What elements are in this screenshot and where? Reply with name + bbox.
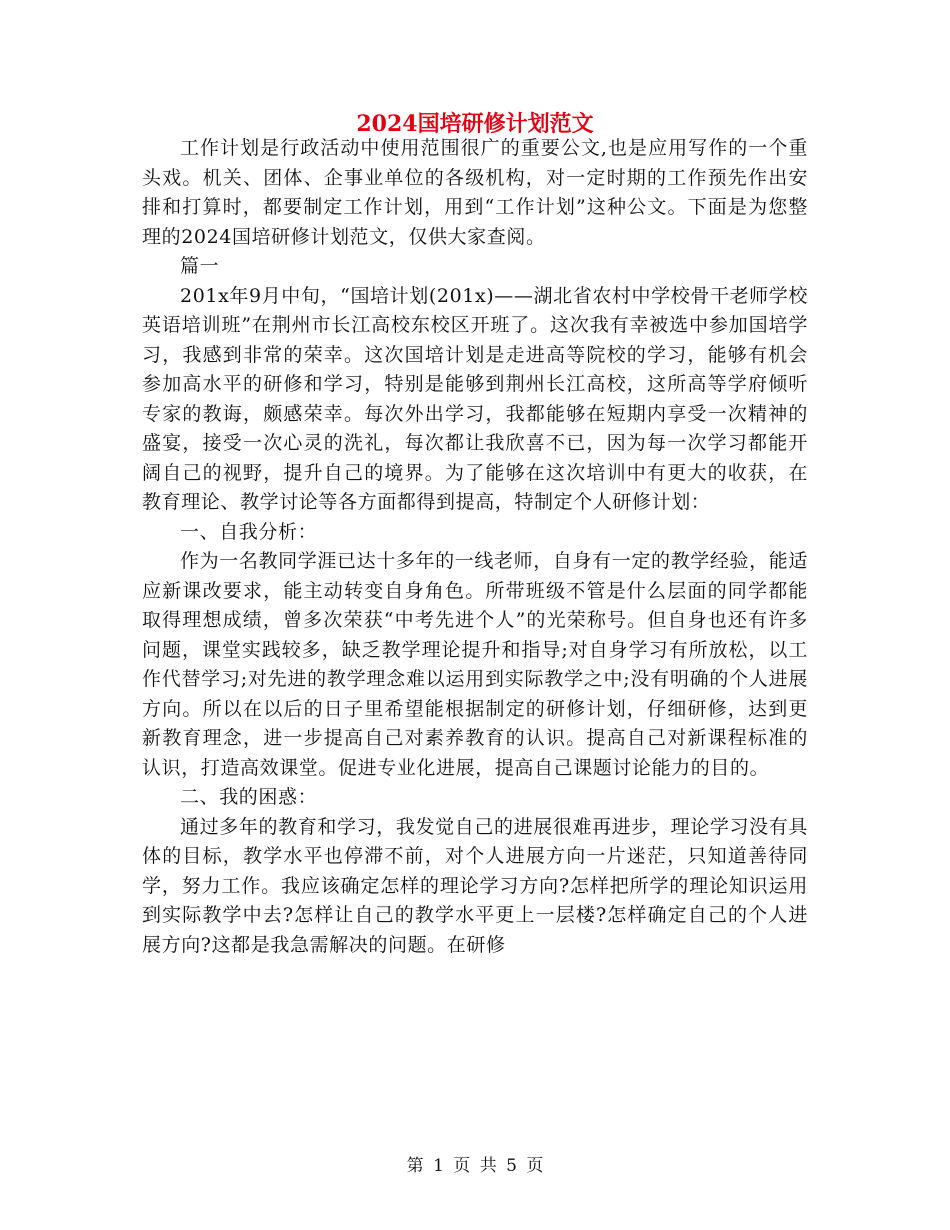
body-paragraph: 作为一名教同学涯已达十多年的一线老师，自身有一定的教学经验，能适应新课改要求，能主动转变自身角色。所带班级不管是什么层面的同学都能取得理想成绩，曾多次荣获“中考先进个人”的光荣称号。但自身也还有许多问题，课堂实践较多，缺乏教学理论提升和指导;对自身学习有所放松，以工作代替学习;对先进的教学理念难以运用到实际教学之中;没有明确的个人进展方向。所以在以后的日子里希望能根据制定的研修计划，仔细研修，达到更新教育理念，进一步提高自己对素养教育的认识。提高自己对新课程标准的认识，打造高效课堂。促进专业化进展，提高自己课题讨论能力的目的。 [142, 550, 808, 779]
section-heading-self-analysis: 一、自我分析： [180, 520, 318, 543]
body-paragraph: 201x年9月中旬，“国培计划(201x)——湖北省农村中学校骨干老师学校英语培训班”在荆州市长江高校东校区开班了。这次我有幸被选中参加国培学习，我感到非常的荣幸。这次国培计划是走进高等院校的学习，能够有机会参加高水平的研修和学习，特别是能够到荆州长江高校，这所高等学府倾听专家的教诲，颇感荣幸。每次外出学习，我都能够在短期内享受一次精神的盛宴，接受一次心灵的洗礼，每次都让我欣喜不已，因为每一次学习都能开阔自己的视野，提升自己的境界。为了能够在这次培训中有更大的收获，在教育理论、教学讨论等各方面都得到提高，特制定个人研修计划： [142, 284, 808, 513]
document-title: 2024国培研修计划范文 [356, 111, 594, 137]
section-heading-part-one: 篇一 [180, 255, 220, 277]
body-paragraph: 通过多年的教育和学习，我发觉自己的进展很难再进步，理论学习没有具体的目标，教学水平也停滞不前，对个人进展方向一片迷茫，只知道善待同学，努力工作。我应该确定怎样的理论学习方向?怎样把所学的理论知识运用到实际教学中去?怎样让自己的教学水平更上一层楼?怎样确定自己的个人进展方向?这都是我急需解决的问题。在研修 [142, 815, 808, 956]
section-heading-confusion: 二、我的困惑： [180, 786, 318, 808]
document-body [142, 134, 808, 960]
intro-paragraph: 工作计划是行政活动中使用范围很广的重要公文,也是应用写作的一个重头戏。机关、团体、企事业单位的各级机构，对一定时期的工作预先作出安排和打算时，都要制定工作计划，用到“工作计划”这种公文。下面是为您整理的2024国培研修计划范文，仅供大家查阅。 [142, 137, 808, 248]
page-number-footer: 第 1 页 共 5 页 [406, 1156, 544, 1176]
